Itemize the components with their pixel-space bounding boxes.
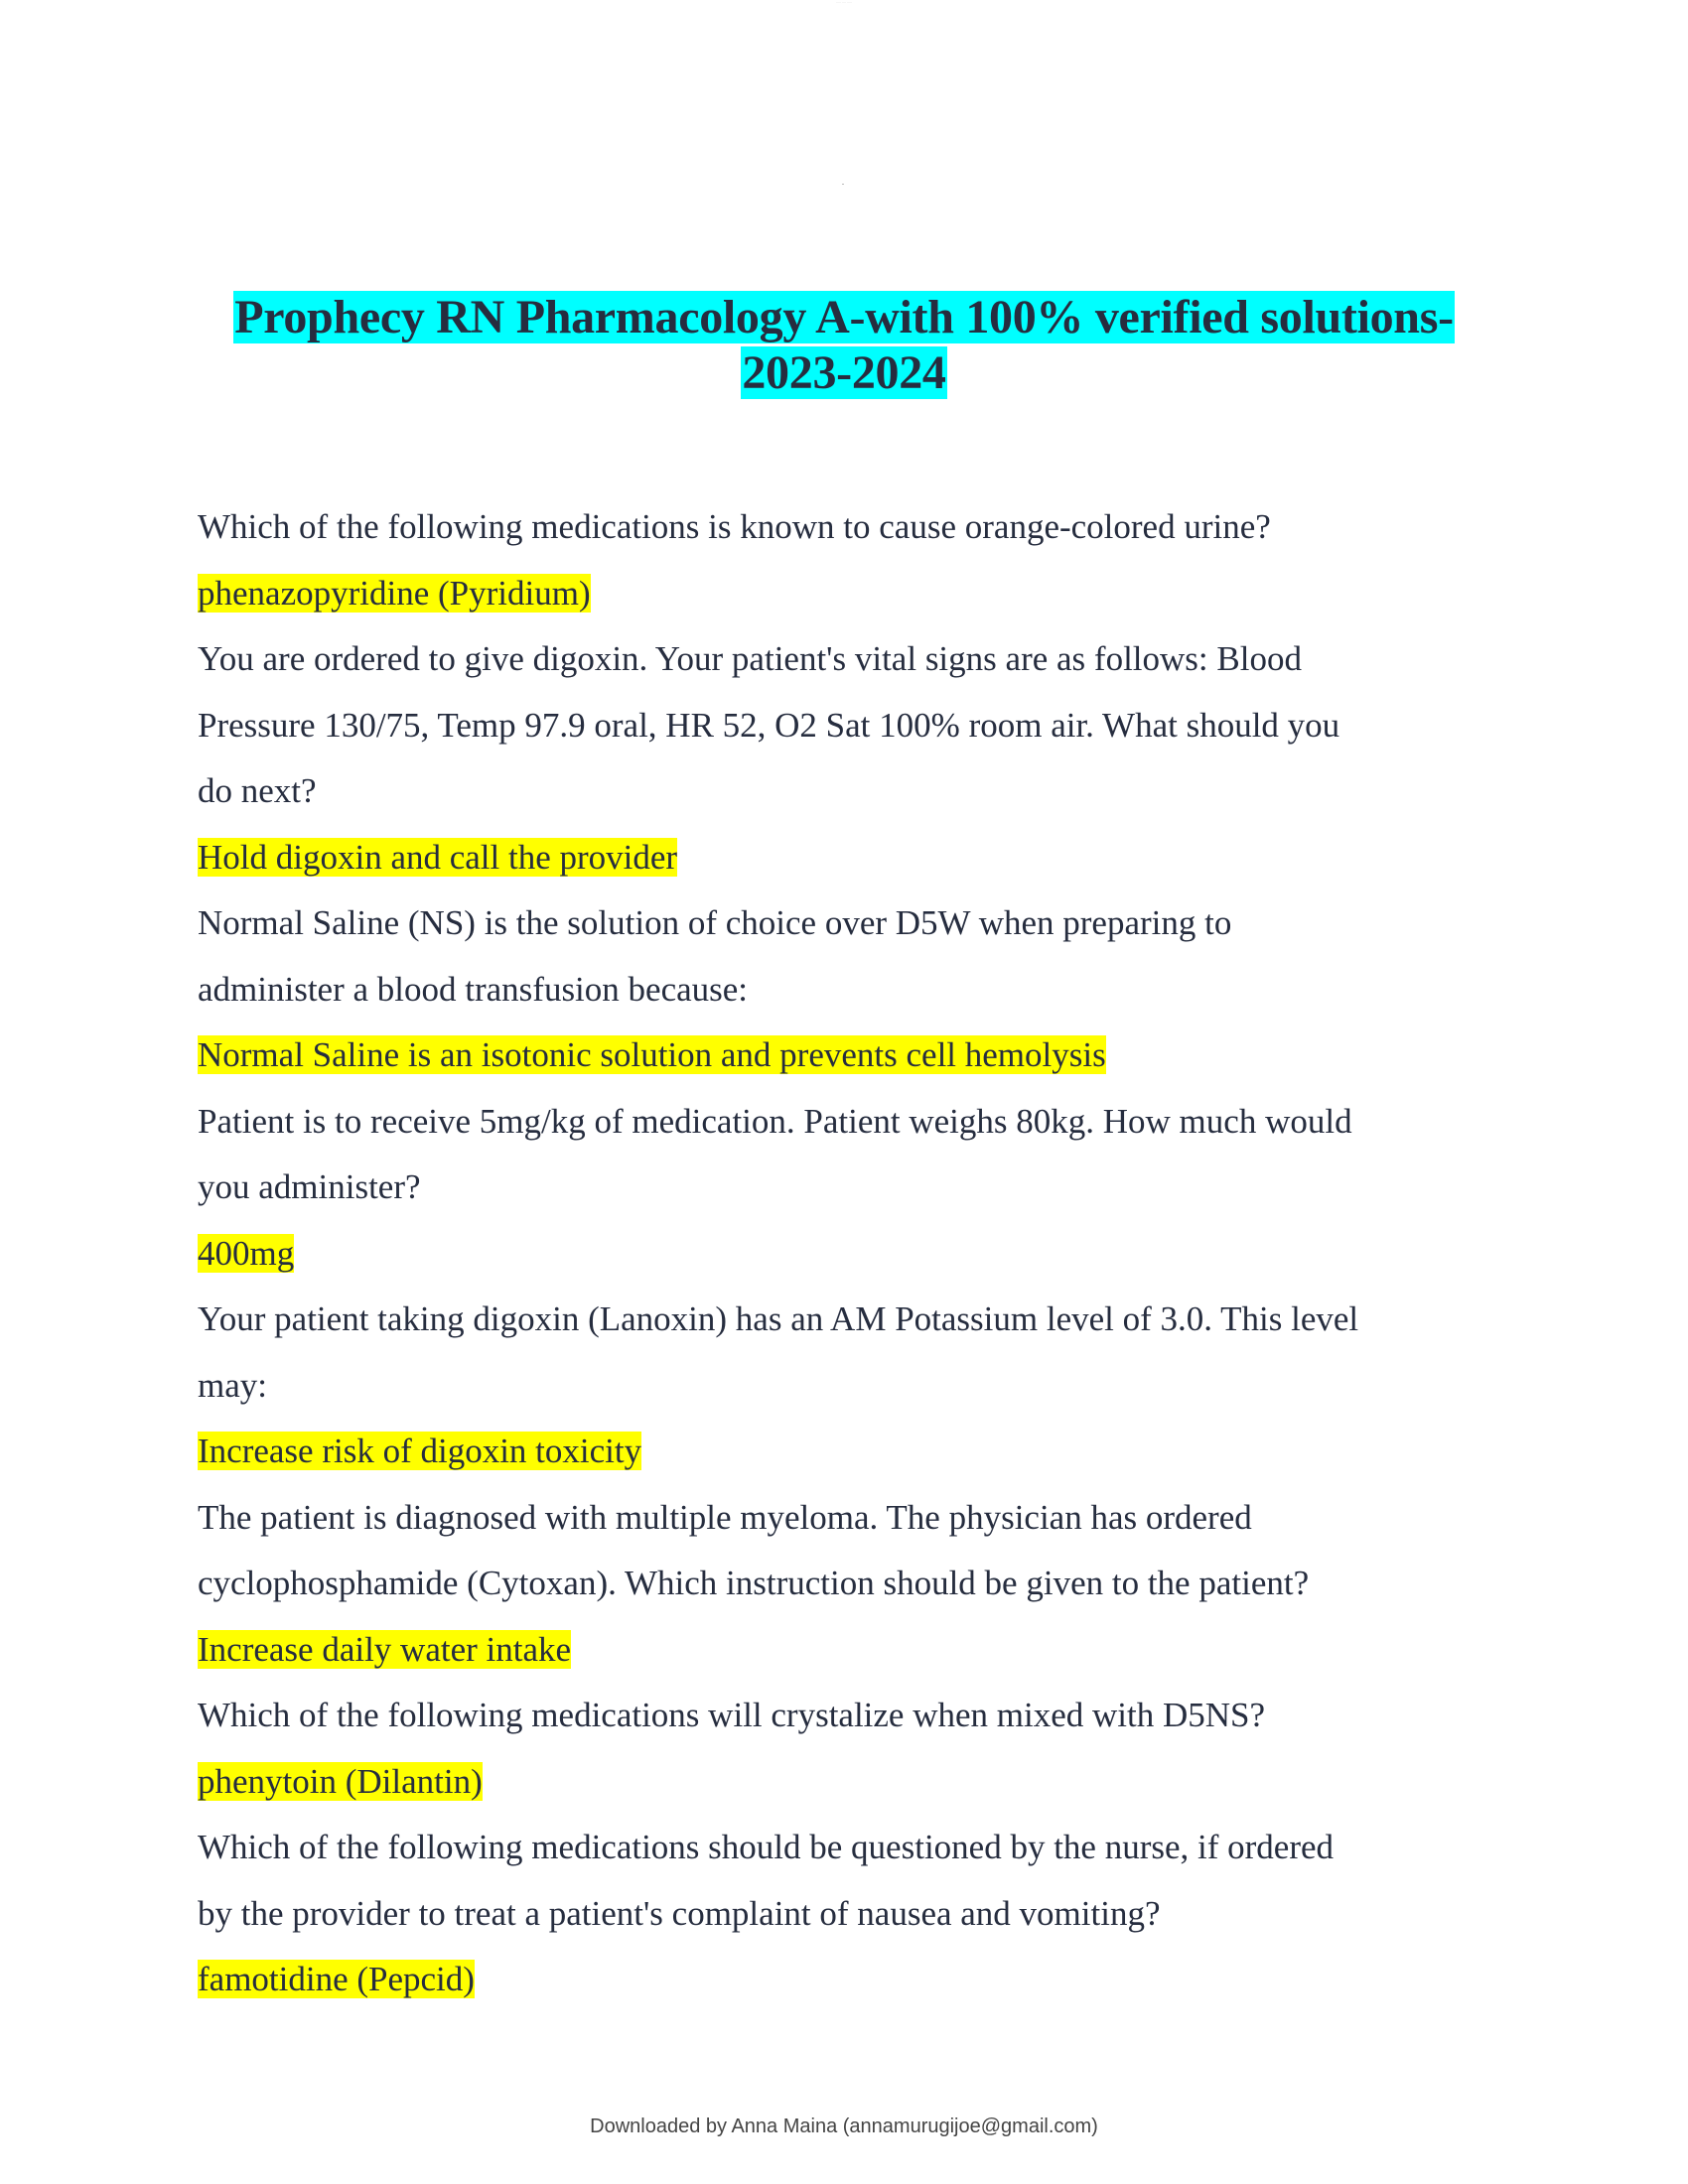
page-title: [0, 290, 1688, 401]
answer: [198, 1221, 1488, 1288]
question-line: cyclophosphamide (Cytoxan). Which instruction should be given to the patient?: [198, 1564, 1310, 1602]
answer: [198, 1947, 1488, 2013]
question-line: Which of the following medications is known to cause orange-colored urine?: [198, 507, 1271, 546]
question-line: Normal Saline (NS) is the solution of choice over D5W when preparing to: [198, 903, 1232, 942]
answer-highlight: Normal Saline is an isotonic solution and prevents cell hemolysis: [198, 1035, 1106, 1074]
answer: [198, 1617, 1488, 1684]
answer-highlight: 400mg: [198, 1233, 295, 1273]
title-line-1: Prophecy RN Pharmacology A-with 100% verified solutions-: [234, 291, 1454, 343]
header-watermark: ····· ···· ·····: [836, 0, 852, 4]
question-line: Pressure 130/75, Temp 97.9 oral, HR 52, O2 Sat 100% room air. What should you: [198, 705, 1340, 745]
question-line: Which of the following medications will crystalize when mixed with D5NS?: [198, 1696, 1266, 1734]
title-line-2: 2023-2024: [742, 346, 946, 399]
question-line: you administer?: [198, 1167, 421, 1206]
question-line: Which of the following medications should be questioned by the nurse, if ordered: [198, 1828, 1335, 1866]
answer: [198, 561, 1488, 627]
question-line: by the provider to treat a patient's complaint of nausea and vomiting?: [198, 1893, 1161, 1933]
question-line: may:: [198, 1365, 267, 1405]
qa-list: [198, 494, 1488, 2013]
question-line: do next?: [198, 771, 317, 810]
answer-highlight: phenazopyridine (Pyridium): [198, 573, 591, 613]
answer-highlight: phenytoin (Dilantin): [198, 1761, 483, 1801]
answer: [198, 1749, 1488, 1816]
stray-mark: [842, 184, 844, 185]
question-line: Patient is to receive 5mg/kg of medication. Patient weighs 80kg. How much would: [198, 1101, 1352, 1141]
answer: [198, 1023, 1488, 1089]
question-line: Your patient taking digoxin (Lanoxin) has an AM Potassium level of 3.0. This level: [198, 1299, 1359, 1338]
question-line: You are ordered to give digoxin. Your patient's vital signs are as follows: Blood: [198, 639, 1302, 678]
question-line: The patient is diagnosed with multiple myeloma. The physician has ordered: [198, 1497, 1252, 1537]
answer-highlight: famotidine (Pepcid): [198, 1960, 475, 1998]
answer-highlight: Hold digoxin and call the provider: [198, 837, 678, 877]
answer: [198, 825, 1488, 891]
download-footer: Downloaded by Anna Maina (annamurugijoe@gmail.com): [590, 2116, 1098, 2137]
answer-highlight: Increase risk of digoxin toxicity: [198, 1432, 642, 1470]
question-line: administer a blood transfusion because:: [198, 969, 749, 1009]
answer-highlight: Increase daily water intake: [198, 1629, 572, 1669]
answer: [198, 1419, 1488, 1485]
